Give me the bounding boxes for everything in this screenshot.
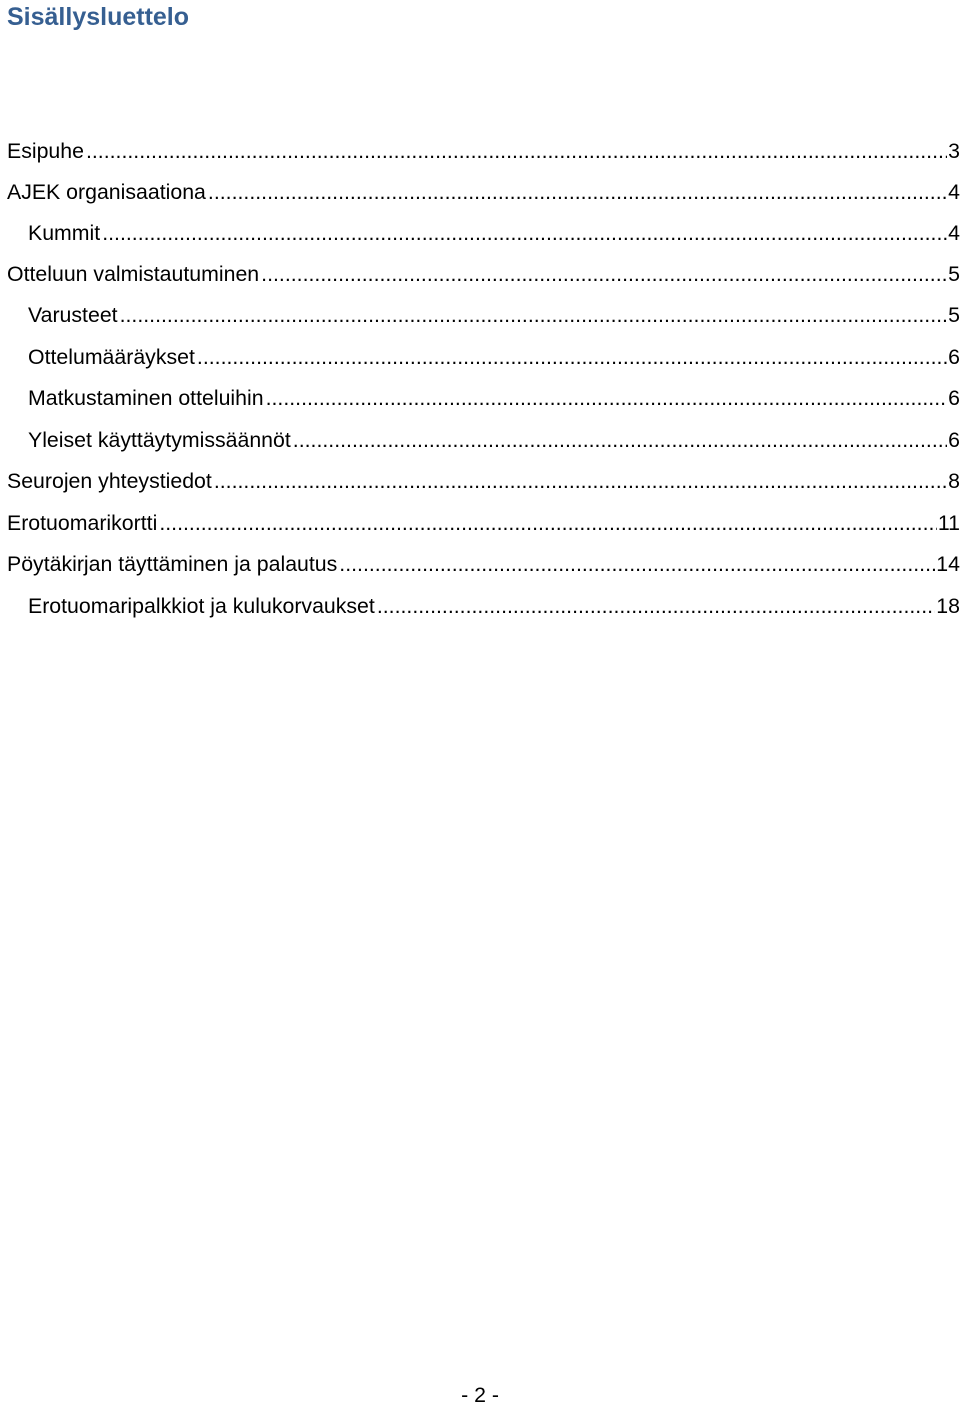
toc-entry-kummit[interactable] bbox=[28, 213, 960, 254]
toc-dot-leader bbox=[208, 172, 947, 213]
toc-entry-esipuhe[interactable] bbox=[7, 131, 960, 172]
toc-dot-leader bbox=[293, 420, 947, 461]
toc-entry-title: Esipuhe bbox=[7, 139, 84, 163]
toc-page-number: 6 bbox=[948, 345, 960, 369]
toc-dot-leader bbox=[197, 337, 947, 378]
toc-dot-leader bbox=[159, 503, 937, 544]
toc-entry-title: Otteluun valmistautuminen bbox=[7, 262, 260, 286]
toc-entry-title: Pöytäkirjan täyttäminen ja palautus bbox=[7, 552, 338, 576]
toc-page-number: 8 bbox=[948, 469, 960, 493]
toc-entry-erotuomaripalkkiot[interactable] bbox=[28, 586, 960, 627]
toc-entry-erotuomarikortti[interactable] bbox=[7, 503, 960, 544]
toc-entry-title: Varusteet bbox=[28, 303, 118, 327]
toc-entry-title: AJEK organisaationa bbox=[7, 180, 206, 204]
toc-page-number: 6 bbox=[948, 428, 960, 452]
toc-page-number: 6 bbox=[948, 386, 960, 410]
toc-dot-leader bbox=[266, 378, 948, 419]
toc-entry-ajek-organisaationa[interactable] bbox=[7, 172, 960, 213]
toc-page-number: 14 bbox=[936, 552, 960, 576]
toc-entry-title: Erotuomaripalkkiot ja kulukorvaukset bbox=[28, 594, 375, 618]
page-title: Sisällysluettelo bbox=[7, 3, 190, 31]
toc-page-number: 5 bbox=[948, 303, 960, 327]
toc-dot-leader bbox=[261, 254, 947, 295]
toc-dot-leader bbox=[120, 295, 948, 336]
toc-entry-title: Matkustaminen otteluihin bbox=[28, 386, 264, 410]
toc-entry-title: Ottelumääräykset bbox=[28, 345, 195, 369]
toc-page-number: 5 bbox=[948, 262, 960, 286]
toc-entry-title: Kummit bbox=[28, 221, 101, 245]
toc-dot-leader bbox=[339, 544, 935, 585]
toc-entry-title: Erotuomarikortti bbox=[7, 511, 158, 535]
toc-page-number: 18 bbox=[936, 594, 960, 618]
toc-entry-title: Seurojen yhteystiedot bbox=[7, 469, 212, 493]
toc-entry-otteluun-valmistautuminen[interactable] bbox=[7, 254, 960, 295]
toc-dot-leader bbox=[102, 213, 947, 254]
toc-entry-ottelumaaraykset[interactable] bbox=[28, 337, 960, 378]
toc-dot-leader bbox=[377, 586, 935, 627]
toc-entry-seurojen-yhteystiedot[interactable] bbox=[7, 461, 960, 502]
toc-page-number: 11 bbox=[937, 511, 960, 535]
toc-dot-leader bbox=[214, 461, 947, 502]
toc-page-number: 4 bbox=[948, 180, 960, 204]
toc-page-number: 3 bbox=[948, 139, 960, 163]
toc-entry-poytakirjan-tayttaminen[interactable] bbox=[7, 544, 960, 585]
toc-entry-yleiset-kayttaytymissaannot[interactable] bbox=[28, 420, 960, 461]
toc-dot-leader bbox=[86, 131, 947, 172]
toc-entry-varusteet[interactable] bbox=[28, 295, 960, 336]
toc-entry-title: Yleiset käyttäytymissäännöt bbox=[28, 428, 291, 452]
toc-entry-matkustaminen-otteluihin[interactable] bbox=[28, 378, 960, 419]
toc-page-number: 4 bbox=[948, 221, 960, 245]
page-number-footer: - 2 - bbox=[461, 1383, 499, 1407]
